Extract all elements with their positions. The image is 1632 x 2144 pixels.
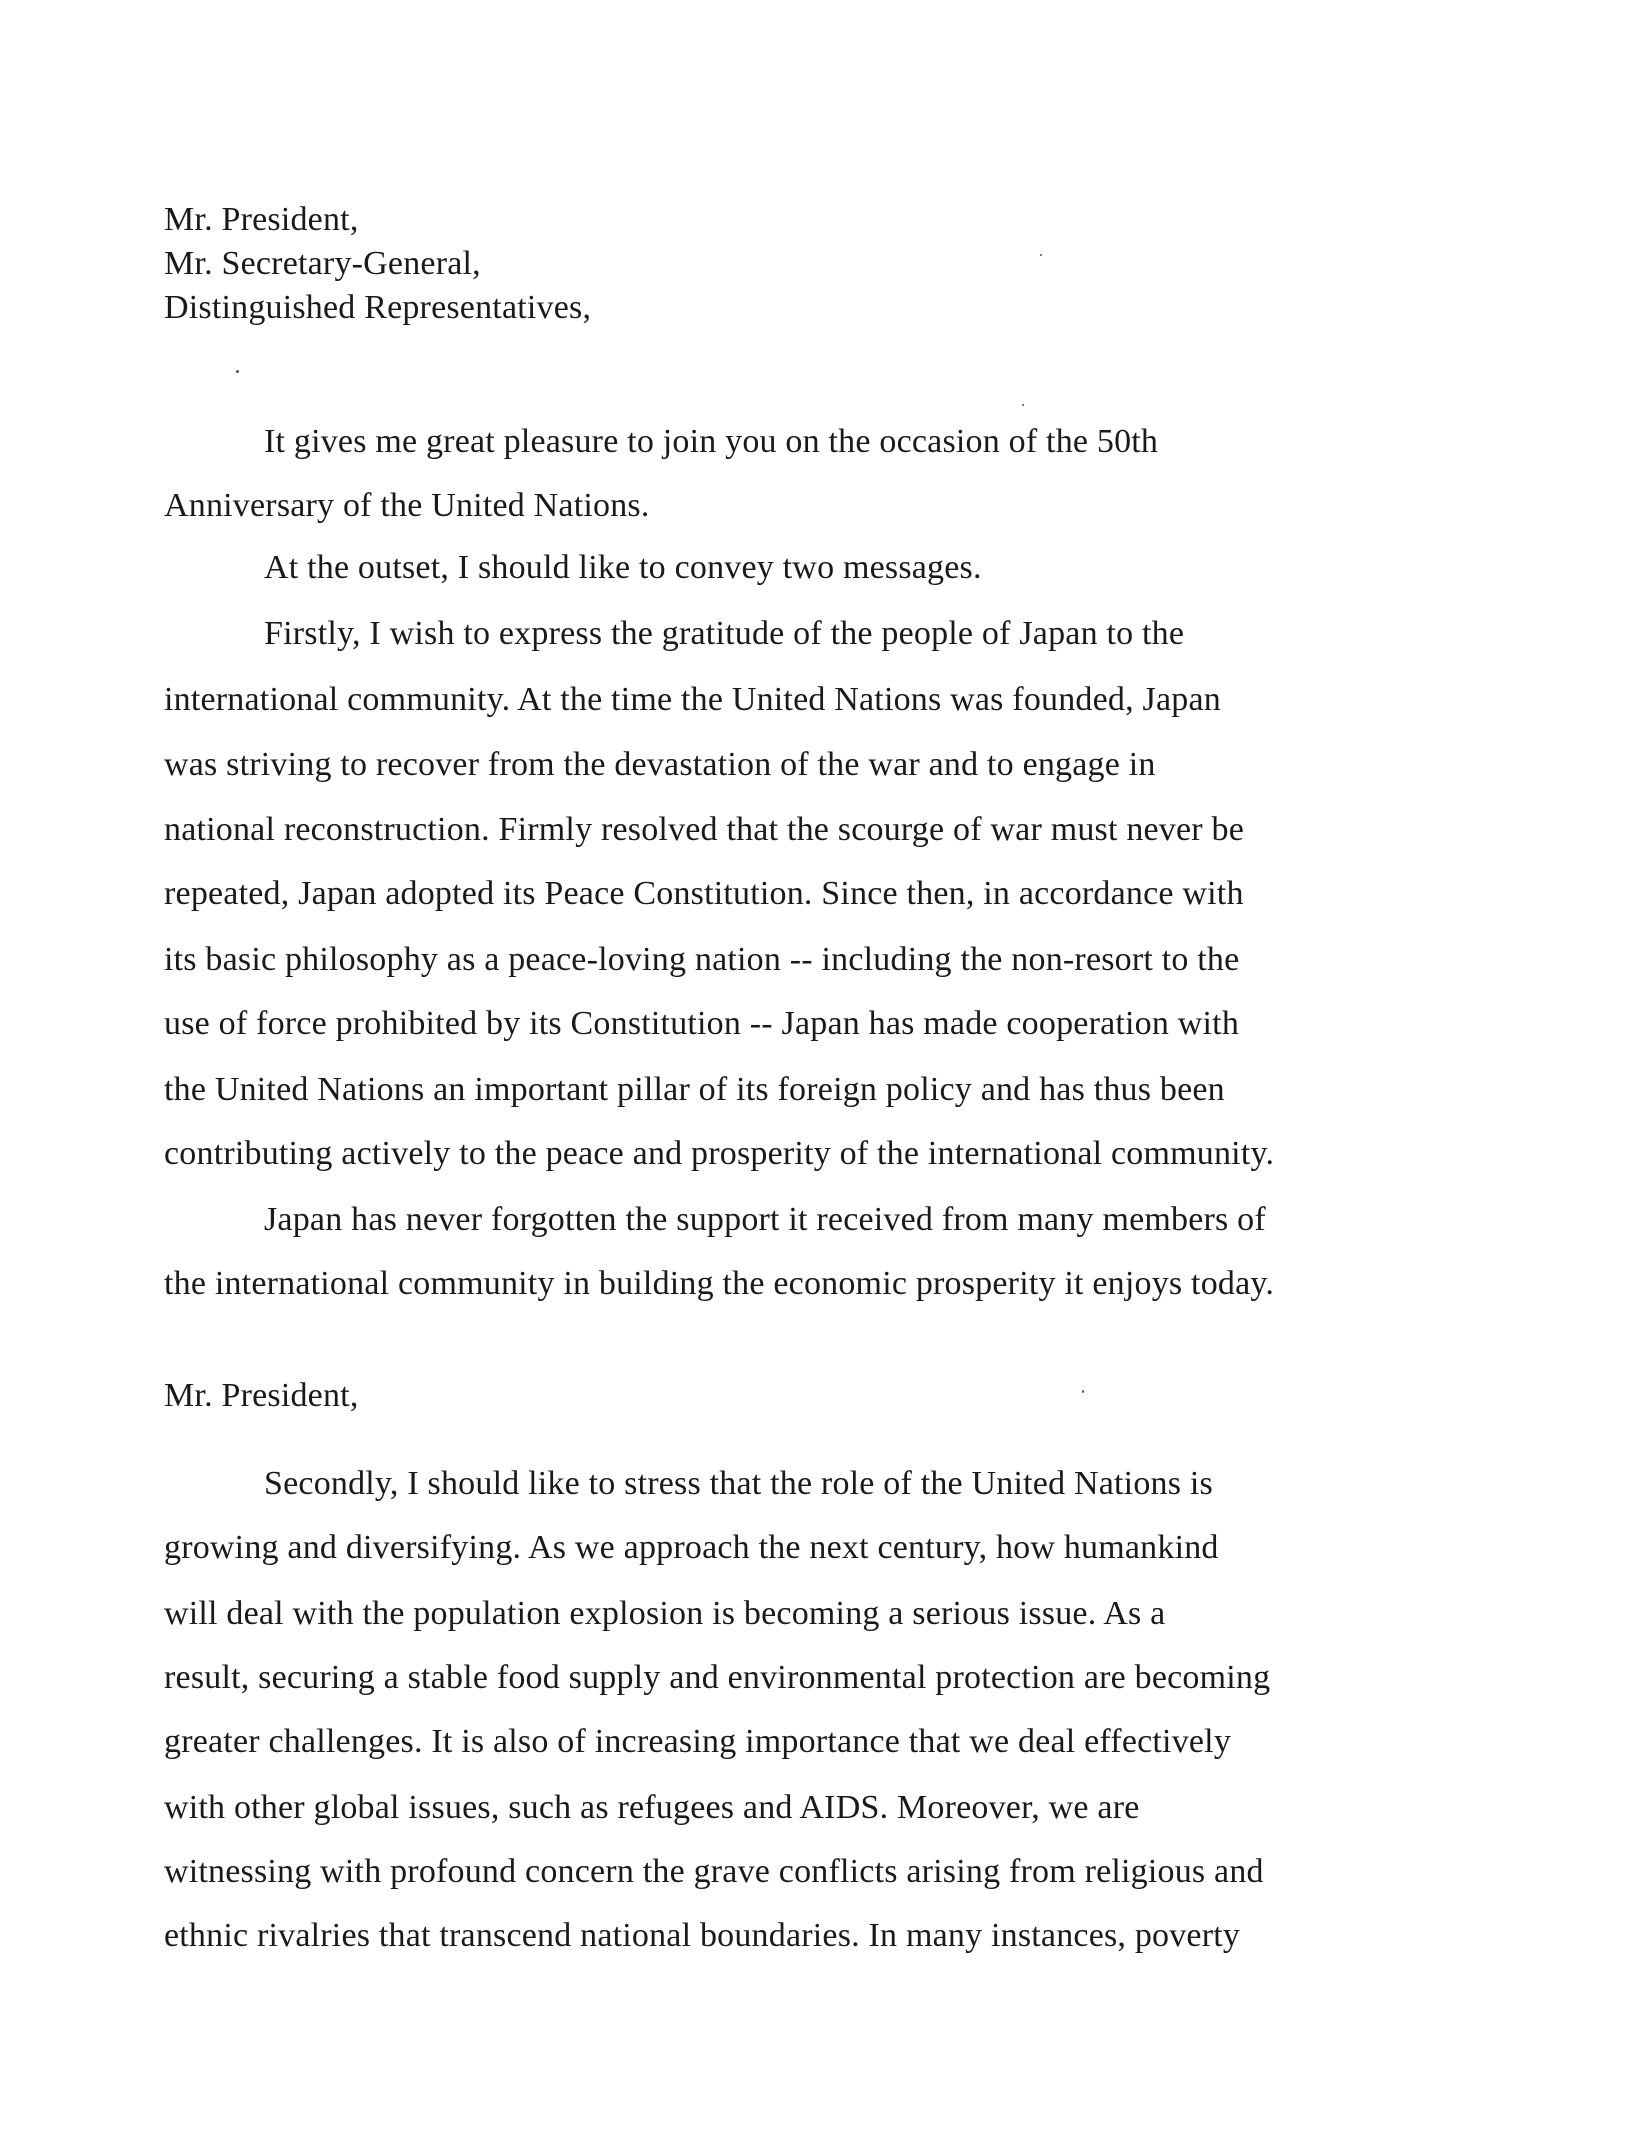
paragraph-line: contributing actively to the peace and prosperity of the international community.: [164, 1135, 1275, 1172]
paragraph-line: international community. At the time the United Nations was founded, Japan: [164, 681, 1221, 718]
paragraph-line: Anniversary of the United Nations.: [164, 487, 650, 524]
address-line: Mr. President,: [164, 1377, 359, 1414]
salutation-line: Distinguished Representatives,: [164, 289, 592, 326]
paragraph-line: its basic philosophy as a peace-loving nation -- including the non-resort to the: [164, 941, 1240, 978]
paragraph-line: will deal with the population explosion is becoming a serious issue. As a: [164, 1595, 1166, 1632]
paragraph-line: Firstly, I wish to express the gratitude of the people of Japan to the: [264, 615, 1185, 652]
paragraph-line: repeated, Japan adopted its Peace Constitution. Since then, in accordance with: [164, 875, 1244, 912]
paragraph-line: use of force prohibited by its Constitution -- Japan has made cooperation with: [164, 1005, 1240, 1042]
paragraph-line: the United Nations an important pillar of its foreign policy and has thus been: [164, 1071, 1225, 1108]
paragraph-line: It gives me great pleasure to join you on the occasion of the 50th: [264, 423, 1159, 460]
paragraph-line: with other global issues, such as refugees and AIDS. Moreover, we are: [164, 1789, 1140, 1826]
paragraph-line: national reconstruction. Firmly resolved that the scourge of war must never be: [164, 811, 1245, 848]
scan-speck: [1082, 1390, 1084, 1393]
salutation-line: Mr. Secretary-General,: [164, 245, 481, 282]
paragraph-line: ethnic rivalries that transcend national boundaries. In many instances, poverty: [164, 1917, 1241, 1954]
paragraph-line: growing and diversifying. As we approach the next century, how humankind: [164, 1529, 1219, 1566]
scan-speck: [1040, 254, 1042, 256]
salutation-line: Mr. President,: [164, 201, 359, 238]
paragraph-line: was striving to recover from the devastation of the war and to engage in: [164, 746, 1156, 783]
paragraph-line: greater challenges. It is also of increasing importance that we deal effectively: [164, 1723, 1232, 1760]
paragraph-line: Secondly, I should like to stress that the role of the United Nations is: [264, 1465, 1213, 1502]
paragraph-line: result, securing a stable food supply and environmental protection are becoming: [164, 1659, 1271, 1696]
paragraph-line: the international community in building the economic prosperity it enjoys today.: [164, 1265, 1275, 1302]
paragraph-line: At the outset, I should like to convey two messages.: [264, 549, 982, 586]
paragraph-line: witnessing with profound concern the grave conflicts arising from religious and: [164, 1853, 1264, 1890]
paragraph-line: Japan has never forgotten the support it received from many members of: [264, 1201, 1266, 1238]
scan-speck: [1022, 404, 1024, 406]
scan-speck: [236, 370, 239, 373]
